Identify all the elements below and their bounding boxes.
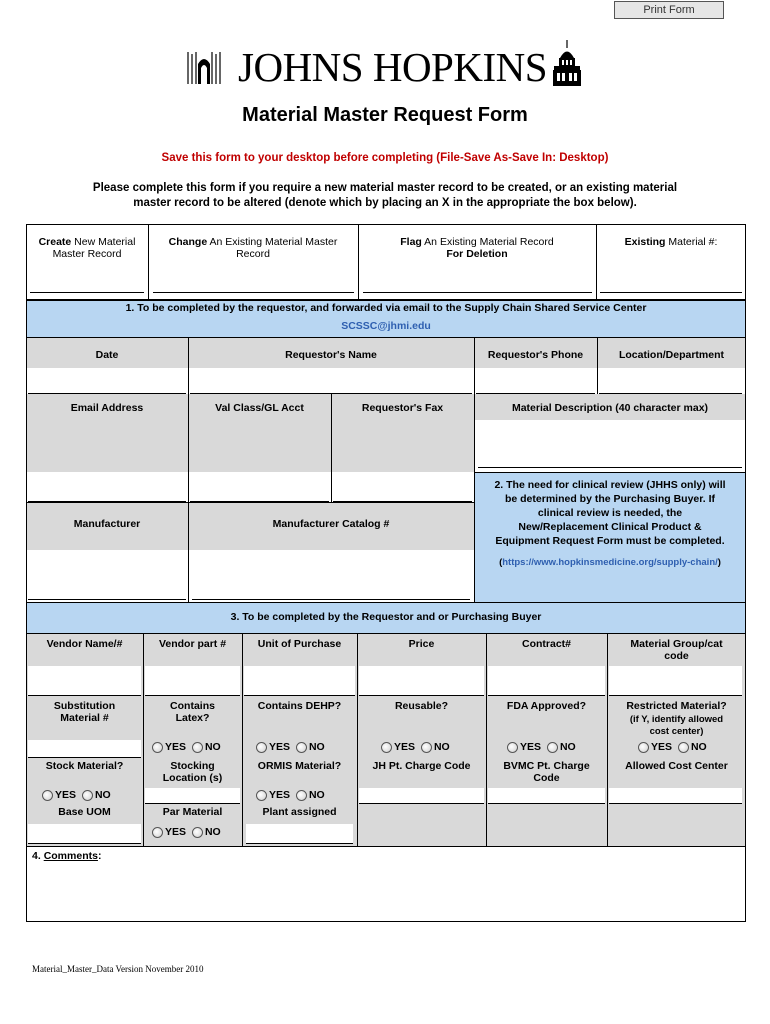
contract-label: Contract#: [521, 638, 571, 650]
no-label: NO: [559, 741, 576, 754]
contract-field[interactable]: [488, 666, 605, 696]
requestor-fax-field[interactable]: [333, 472, 472, 502]
fda-yes-no: [507, 741, 579, 753]
section-1-heading: 1. To be completed by the requestor, and forwarded via email to the Supply Chain Shared Service Center: [125, 302, 647, 314]
latex-yes-radio[interactable]: [152, 742, 163, 753]
create-field[interactable]: [30, 292, 144, 293]
price-field[interactable]: [359, 666, 484, 696]
plant-assigned-label: Plant assigned: [262, 806, 337, 818]
location-label: Location/Department: [618, 349, 724, 361]
flag-keyword: Flag: [400, 236, 422, 248]
section-2-line: Equipment Request Form must be completed.: [495, 535, 725, 547]
email-field[interactable]: [28, 472, 186, 502]
restricted-note-line1: (if Y, identify allowed: [629, 714, 724, 725]
section-2-text: [475, 478, 745, 548]
stocking-location-field[interactable]: [145, 788, 240, 804]
substitution-field[interactable]: [28, 740, 141, 758]
change-field[interactable]: [153, 292, 354, 293]
dehp-yes-no: [256, 741, 328, 753]
unit-of-purchase-field[interactable]: [244, 666, 355, 696]
create-keyword: Create: [38, 236, 72, 248]
change-option-label: [148, 236, 358, 260]
bvmc-charge-code-label: [486, 760, 607, 784]
section-2-line: be determined by the Purchasing Buyer. If: [504, 493, 716, 505]
material-group-field[interactable]: [609, 666, 742, 696]
base-uom-field[interactable]: [28, 824, 141, 844]
no-label: NO: [308, 789, 325, 802]
val-class-label: Val Class/GL Acct: [215, 402, 304, 414]
latex-no-radio[interactable]: [192, 742, 203, 753]
yes-label: YES: [165, 741, 187, 754]
supply-chain-link-line: [475, 557, 745, 569]
no-label: NO: [690, 741, 707, 754]
dehp-no-radio[interactable]: [296, 742, 307, 753]
flag-option-label: [358, 236, 596, 260]
no-label: NO: [308, 741, 325, 754]
reusable-yes-radio[interactable]: [381, 742, 392, 753]
bvmc-charge-code-field[interactable]: [488, 788, 605, 804]
stocking-line1: Stocking: [170, 760, 215, 772]
section-3-heading: 3. To be completed by the Requestor and or Purchasing Buyer: [230, 611, 542, 623]
dome-building-icon: [551, 40, 583, 88]
paren-open: (: [499, 557, 503, 568]
comments-colon: :: [97, 850, 102, 862]
change-text: An Existing Material Master: [207, 236, 338, 248]
print-form-button[interactable]: Print Form: [614, 1, 724, 19]
divider: [357, 634, 358, 846]
johns-hopkins-wordmark: JOHNS HOPKINS: [238, 44, 548, 90]
yes-label: YES: [520, 741, 542, 754]
save-instructions: Save this form to your desktop before completing (File-Save As-Save In: Desktop): [161, 152, 609, 164]
date-label: Date: [95, 349, 119, 361]
intro-line-1: Please complete this form if you require a new material master record to be created, or an existing material: [92, 182, 678, 194]
section-2-line: New/Replacement Clinical Product &: [518, 521, 702, 533]
fda-no-radio[interactable]: [547, 742, 558, 753]
reusable-yes-no: [381, 741, 453, 753]
plant-assigned-field[interactable]: [246, 824, 353, 844]
existing-option-label: [596, 236, 746, 248]
location-field[interactable]: [599, 368, 742, 394]
fda-approved-label: FDA Approved?: [506, 700, 587, 712]
reusable-label: Reusable?: [394, 700, 449, 712]
stock-no-radio[interactable]: [82, 790, 93, 801]
par-material-label: Par Material: [162, 806, 223, 818]
divider: [745, 394, 746, 602]
substitution-label: [26, 700, 143, 724]
requestor-phone-field[interactable]: [476, 368, 595, 394]
allowed-cost-center-label: Allowed Cost Center: [625, 760, 728, 772]
comments-label: [32, 850, 101, 862]
divider: [607, 634, 608, 846]
vendor-part-label: Vendor part #: [158, 638, 227, 650]
requestor-name-field[interactable]: [190, 368, 472, 394]
restricted-yes-no: [638, 741, 710, 753]
no-label: NO: [433, 741, 450, 754]
vendor-name-label: Vendor Name/#: [46, 638, 123, 650]
material-group-line1: Material Group/cat: [630, 638, 723, 650]
allowed-cost-center-field[interactable]: [609, 788, 742, 804]
price-label: Price: [408, 638, 435, 650]
stock-yes-no: [42, 789, 114, 801]
substitution-line2: Material #: [60, 712, 109, 724]
johns-hopkins-shield-logo-icon: [186, 50, 222, 86]
existing-keyword: Existing: [624, 236, 666, 248]
change-keyword: Change: [168, 236, 208, 248]
comments-number: 4.: [32, 850, 44, 862]
section-2-line: clinical review is needed, the: [537, 507, 683, 519]
ormis-yes-radio[interactable]: [256, 790, 267, 801]
material-description-label: Material Description (40 character max): [511, 402, 709, 414]
no-label: NO: [204, 826, 221, 839]
contains-latex-label: [143, 700, 242, 724]
ormis-yes-no: [256, 789, 328, 801]
bvmc-line1: BVMC Pt. Charge: [503, 760, 590, 772]
yes-label: YES: [165, 826, 187, 839]
section-2-line: 2. The need for clinical review (JHHS only) will: [494, 479, 726, 491]
scssc-email-link[interactable]: SCSSC@jhmi.edu: [341, 320, 431, 332]
ormis-no-radio[interactable]: [296, 790, 307, 801]
existing-material-field[interactable]: [600, 292, 742, 293]
create-option-label: [26, 236, 148, 260]
restricted-material-label: [607, 700, 746, 738]
yes-label: YES: [269, 741, 291, 754]
base-uom-label: Base UOM: [58, 806, 111, 818]
material-group-line2: code: [664, 650, 689, 662]
unit-of-purchase-label: Unit of Purchase: [257, 638, 342, 650]
create-text: New Material: [71, 236, 136, 248]
divider: [486, 634, 487, 846]
par-yes-radio[interactable]: [152, 827, 163, 838]
no-label: NO: [204, 741, 221, 754]
par-material-yes-no: [152, 826, 224, 838]
fda-yes-radio[interactable]: [507, 742, 518, 753]
flag-text-line2: For Deletion: [446, 248, 508, 260]
change-text-line2: Record: [236, 248, 270, 260]
stock-yes-radio[interactable]: [42, 790, 53, 801]
material-group-label: [607, 638, 746, 662]
latex-line1: Contains: [170, 700, 215, 712]
flag-text: An Existing Material Record: [421, 236, 554, 248]
comments-box[interactable]: [26, 846, 746, 922]
requestor-phone-label: Requestor's Phone: [487, 349, 584, 361]
latex-line2: Latex?: [175, 712, 210, 724]
manufacturer-field[interactable]: [28, 550, 186, 600]
form-title: Material Master Request Form: [242, 104, 528, 126]
date-field[interactable]: [28, 368, 186, 394]
yes-label: YES: [55, 789, 77, 802]
par-no-radio[interactable]: [192, 827, 203, 838]
contains-dehp-label: Contains DEHP?: [257, 700, 342, 712]
requestor-name-label: Requestor's Name: [285, 349, 377, 361]
create-text-line2: Master Record: [52, 248, 122, 260]
dehp-yes-radio[interactable]: [256, 742, 267, 753]
material-description-field[interactable]: [478, 420, 742, 468]
paren-close: ): [717, 557, 721, 568]
vendor-part-field[interactable]: [145, 666, 240, 696]
comments-word: Comments: [43, 850, 98, 862]
ormis-material-label: ORMIS Material?: [257, 760, 342, 772]
restricted-yes-radio[interactable]: [638, 742, 649, 753]
jh-charge-code-field[interactable]: [359, 788, 484, 804]
existing-text: Material #:: [665, 236, 718, 248]
vendor-name-field[interactable]: [28, 666, 141, 696]
manufacturer-catalog-label: Manufacturer Catalog #: [272, 518, 390, 530]
email-label: Email Address: [70, 402, 144, 414]
restricted-line: Restricted Material?: [626, 700, 727, 712]
manufacturer-catalog-field[interactable]: [192, 550, 470, 600]
restricted-note-line2: cost center): [649, 726, 704, 737]
intro-text: [40, 181, 730, 211]
stock-material-label: Stock Material?: [45, 760, 124, 772]
latex-yes-no: [152, 741, 224, 753]
yes-label: YES: [269, 789, 291, 802]
yes-label: YES: [651, 741, 673, 754]
requestor-fax-label: Requestor's Fax: [361, 402, 444, 414]
intro-line-2: master record to be altered (denote which by placing an X in the appropriate the box below).: [133, 197, 637, 209]
yes-label: YES: [394, 741, 416, 754]
val-class-field[interactable]: [190, 472, 329, 502]
manufacturer-label: Manufacturer: [73, 518, 141, 530]
jh-charge-code-label: JH Pt. Charge Code: [372, 760, 471, 772]
substitution-line1: Substitution: [53, 700, 116, 712]
stocking-line2: Location (s): [162, 772, 223, 784]
reusable-no-radio[interactable]: [421, 742, 432, 753]
version-footer: Material_Master_Data Version November 2010: [32, 964, 204, 974]
supply-chain-link[interactable]: https://www.hopkinsmedicine.org/supply-chain/: [502, 557, 718, 568]
stocking-location-label: [143, 760, 242, 784]
no-label: NO: [94, 789, 111, 802]
bvmc-line2: Code: [533, 772, 560, 784]
restricted-no-radio[interactable]: [678, 742, 689, 753]
flag-field[interactable]: [363, 292, 592, 293]
